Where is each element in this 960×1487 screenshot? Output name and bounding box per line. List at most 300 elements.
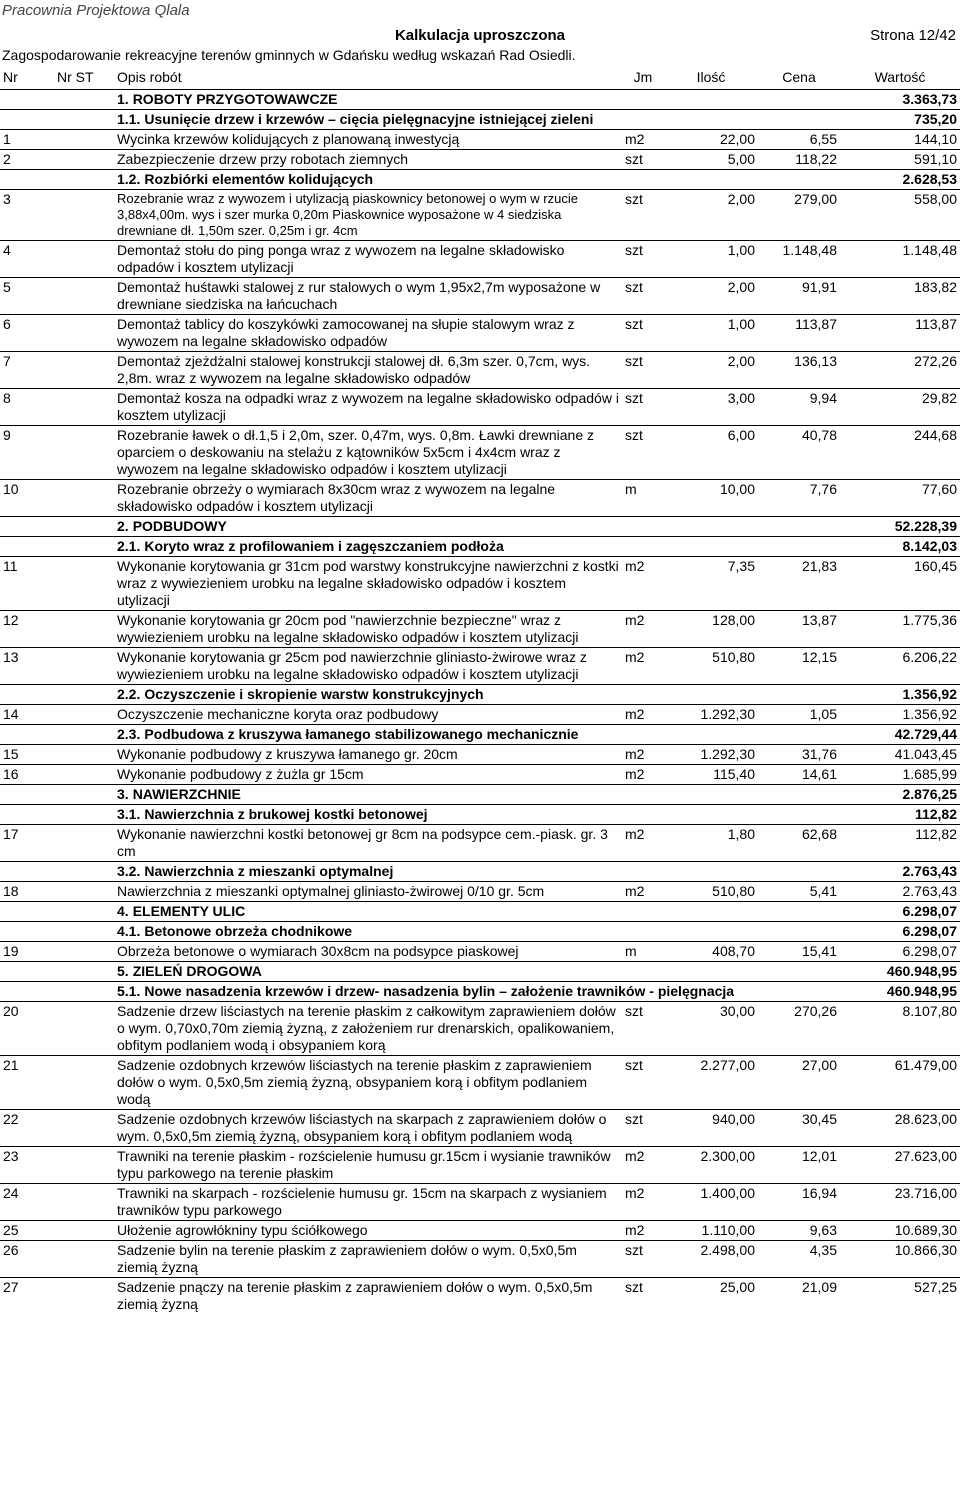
section-total: 460.948,95: [840, 982, 960, 1002]
item-nr-st: [54, 278, 114, 315]
item-price: 27,00: [758, 1056, 840, 1110]
item-value: 1.775,36: [840, 611, 960, 648]
item-nr-st: [54, 1278, 114, 1315]
item-quantity: 2.277,00: [664, 1056, 758, 1110]
table-row: [0, 278, 960, 315]
item-price: 270,26: [758, 1002, 840, 1056]
section-total: 6.298,07: [840, 922, 960, 942]
item-nr-st: [54, 190, 114, 241]
item-value: 10.689,30: [840, 1221, 960, 1241]
section-total: 735,20: [840, 110, 960, 130]
section-nr: [0, 517, 54, 537]
section-title: Nowe nasadzenia krzewów i drzew- nasadzenia bylin – założenie trawników - pielęgnacja: [144, 983, 735, 999]
item-description: Sadzenie ozdobnych krzewów liściastych na terenie płaskim z zaprawieniem dołów o wym. 0,5x0,5m ziemią żyzną, obsypaniem korą i obfitym podlaniem wodą: [114, 1056, 622, 1110]
table-row: [0, 1002, 960, 1056]
item-nr: 26: [0, 1241, 54, 1278]
section-code: 3.1.: [117, 806, 141, 822]
table-row: [0, 480, 960, 517]
section-nr-st: [54, 517, 114, 537]
section-title: Podbudowa z kruszywa łamanego stabilizowanego mechanicznie: [144, 726, 579, 742]
item-nr-st: [54, 480, 114, 517]
section-title: Nawierzchnia z brukowej kostki betonowej: [144, 806, 428, 822]
item-description: Wykonanie nawierzchni kostki betonowej gr 8cm na podsypce cem.-piask. gr. 3 cm: [114, 825, 622, 862]
table-row: [0, 705, 960, 725]
section-title: Oczyszczenie i skropienie warstw konstrukcyjnych: [144, 686, 484, 702]
section-nr: [0, 725, 54, 745]
item-price: 14,61: [758, 765, 840, 785]
item-nr: 17: [0, 825, 54, 862]
item-nr-st: [54, 1056, 114, 1110]
item-price: 15,41: [758, 942, 840, 962]
item-price: 118,22: [758, 150, 840, 170]
item-price: 16,94: [758, 1184, 840, 1221]
item-description: Sadzenie pnączy na terenie płaskim z zaprawieniem dołów o wym. 0,5x0,5m ziemią żyzną: [114, 1278, 622, 1315]
section-total: 460.948,95: [840, 962, 960, 982]
item-quantity: 2.498,00: [664, 1241, 758, 1278]
item-description: Demontaż huśtawki stalowej z rur stalowych o wym 1,95x2,7m wyposażone w drewniane siedziska na łańcuchach: [114, 278, 622, 315]
section-row: [0, 685, 960, 705]
section-label: [114, 170, 840, 190]
item-value: 244,68: [840, 426, 960, 480]
section-row: [0, 902, 960, 922]
item-nr: 9: [0, 426, 54, 480]
item-price: 30,45: [758, 1110, 840, 1147]
item-unit: szt: [622, 426, 664, 480]
item-description: Demontaż kosza na odpadki wraz z wywozem na legalne składowisko odpadów i kosztem utylizacji: [114, 389, 622, 426]
section-title: Nawierzchnia z mieszanki optymalnej: [144, 863, 394, 879]
item-description: Wykonanie korytowania gr 20cm pod "nawierzchnie bezpieczne" wraz z wywiezieniem urobku na legalne składowisko odpadów i kosztem utylizacji: [114, 611, 622, 648]
item-nr: 21: [0, 1056, 54, 1110]
section-total: 8.142,03: [840, 537, 960, 557]
item-nr: 23: [0, 1147, 54, 1184]
item-price: 91,91: [758, 278, 840, 315]
table-row: [0, 352, 960, 389]
item-unit: m2: [622, 765, 664, 785]
table-row: [0, 426, 960, 480]
item-description: Zabezpieczenie drzew przy robotach ziemnych: [114, 150, 622, 170]
item-unit: szt: [622, 1241, 664, 1278]
col-quantity: Ilość: [664, 66, 758, 90]
calculation-table: [0, 66, 960, 1314]
item-description: Demontaż stołu do ping ponga wraz z wywozem na legalne składowisko odpadów i kosztem utylizacji: [114, 241, 622, 278]
item-unit: szt: [622, 241, 664, 278]
section-row: [0, 170, 960, 190]
item-description: Wykonanie podbudowy z żużla gr 15cm: [114, 765, 622, 785]
document-title: Kalkulacja uproszczona: [394, 27, 566, 44]
item-value: 591,10: [840, 150, 960, 170]
section-label: [114, 517, 840, 537]
item-nr: 5: [0, 278, 54, 315]
item-price: 4,35: [758, 1241, 840, 1278]
section-nr: [0, 805, 54, 825]
item-description: Rozebranie ławek o dł.1,5 i 2,0m, szer. 0,47m, wys. 0,8m. Ławki drewniane z oparciem o deskowaniu na stelażu z kątowników 5x5cm i 4x4cm wraz z wywozem na legalne składowisko odpadów i kosztem utylizacji: [114, 426, 622, 480]
item-value: 2.763,43: [840, 882, 960, 902]
item-quantity: 7,35: [664, 557, 758, 611]
item-description: Trawniki na skarpach - rozścielenie humusu gr. 15cm na skarpach z wysianiem trawników typu parkowego: [114, 1184, 622, 1221]
item-price: 113,87: [758, 315, 840, 352]
item-nr-st: [54, 745, 114, 765]
section-total: 2.876,25: [840, 785, 960, 805]
item-quantity: 510,80: [664, 882, 758, 902]
item-value: 1.685,99: [840, 765, 960, 785]
section-code: 2.1.: [117, 538, 141, 554]
section-total: 3.363,73: [840, 90, 960, 110]
item-nr: 1: [0, 130, 54, 150]
section-row: [0, 110, 960, 130]
item-price: 31,76: [758, 745, 840, 765]
item-unit: szt: [622, 1110, 664, 1147]
section-nr-st: [54, 962, 114, 982]
item-quantity: 2,00: [664, 352, 758, 389]
item-nr: 2: [0, 150, 54, 170]
section-row: [0, 862, 960, 882]
item-value: 113,87: [840, 315, 960, 352]
section-row: [0, 725, 960, 745]
item-nr-st: [54, 1184, 114, 1221]
section-nr: [0, 902, 54, 922]
table-row: [0, 765, 960, 785]
col-description: Opis robót: [114, 66, 622, 90]
page-number: Strona 12/42: [870, 27, 956, 44]
item-nr-st: [54, 130, 114, 150]
section-label: [114, 725, 840, 745]
item-quantity: 25,00: [664, 1278, 758, 1315]
item-nr-st: [54, 648, 114, 685]
item-nr: 7: [0, 352, 54, 389]
item-nr-st: [54, 705, 114, 725]
item-nr: 18: [0, 882, 54, 902]
document-subtitle: Zagospodarowanie rekreacyjne terenów gminnych w Gdańsku według wskazań Rad Osiedli.: [2, 47, 576, 63]
section-code: 5.: [117, 963, 129, 979]
section-code: 2.3.: [117, 726, 141, 742]
col-price: Cena: [758, 66, 840, 90]
item-description: Rozebranie wraz z wywozem i utylizacją piaskownicy betonowej o wym w rzucie 3,88x4,00m. wys i szer murka 0,20m Piaskownice wyposażone w 4 siedziska drewniane dł. 1,50m szer. 0,25m i gr. 4cm: [114, 190, 622, 241]
item-nr-st: [54, 1002, 114, 1056]
item-quantity: 1.400,00: [664, 1184, 758, 1221]
item-description: Nawierzchnia z mieszanki optymalnej gliniasto-żwirowej 0/10 gr. 5cm: [114, 882, 622, 902]
item-value: 1.356,92: [840, 705, 960, 725]
item-description: Oczyszczenie mechaniczne koryta oraz podbudowy: [114, 705, 622, 725]
item-unit: m2: [622, 130, 664, 150]
section-total: 2.763,43: [840, 862, 960, 882]
table-row: [0, 190, 960, 241]
item-value: 183,82: [840, 278, 960, 315]
section-nr-st: [54, 537, 114, 557]
item-quantity: 1,00: [664, 241, 758, 278]
section-total: 2.628,53: [840, 170, 960, 190]
item-nr-st: [54, 389, 114, 426]
item-unit: szt: [622, 352, 664, 389]
item-unit: szt: [622, 389, 664, 426]
item-nr-st: [54, 241, 114, 278]
item-nr-st: [54, 1147, 114, 1184]
section-code: 3.: [117, 786, 129, 802]
item-nr: 11: [0, 557, 54, 611]
item-value: 77,60: [840, 480, 960, 517]
item-quantity: 30,00: [664, 1002, 758, 1056]
col-unit: Jm: [622, 66, 664, 90]
item-unit: szt: [622, 1056, 664, 1110]
item-quantity: 2,00: [664, 278, 758, 315]
item-description: Obrzeża betonowe o wymiarach 30x8cm na podsypce piaskowej: [114, 942, 622, 962]
item-nr-st: [54, 150, 114, 170]
section-total: 6.298,07: [840, 902, 960, 922]
section-code: 1.1.: [117, 111, 141, 127]
section-label: [114, 922, 840, 942]
table-header: [0, 66, 960, 90]
item-value: 41.043,45: [840, 745, 960, 765]
section-row: [0, 962, 960, 982]
section-code: 4.1.: [117, 923, 141, 939]
section-nr-st: [54, 862, 114, 882]
item-nr-st: [54, 1110, 114, 1147]
section-nr-st: [54, 922, 114, 942]
section-nr: [0, 982, 54, 1002]
item-unit: szt: [622, 278, 664, 315]
section-title: NAWIERZCHNIE: [132, 786, 241, 802]
item-nr: 16: [0, 765, 54, 785]
item-nr-st: [54, 557, 114, 611]
section-code: 2.2.: [117, 686, 141, 702]
item-nr: 12: [0, 611, 54, 648]
section-nr-st: [54, 725, 114, 745]
item-description: Wykonanie korytowania gr 25cm pod nawierzchnie gliniasto-żwirowe wraz z wywiezieniem urobku na legalne składowisko odpadów i kosztem utylizacji: [114, 648, 622, 685]
section-nr: [0, 537, 54, 557]
item-nr-st: [54, 765, 114, 785]
item-description: Wykonanie korytowania gr 31cm pod warstwy konstrukcyjne nawierzchni z kostki wraz z wywiezieniem urobku na legalne składowisko odpadów i kosztem utylizacji: [114, 557, 622, 611]
section-row: [0, 785, 960, 805]
item-value: 160,45: [840, 557, 960, 611]
item-price: 7,76: [758, 480, 840, 517]
section-code: 1.2.: [117, 171, 141, 187]
item-value: 1.148,48: [840, 241, 960, 278]
item-nr-st: [54, 1221, 114, 1241]
section-code: 4.: [117, 903, 129, 919]
section-total: 1.356,92: [840, 685, 960, 705]
section-label: [114, 685, 840, 705]
item-quantity: 408,70: [664, 942, 758, 962]
table-row: [0, 942, 960, 962]
item-price: 279,00: [758, 190, 840, 241]
item-description: Ułożenie agrowłókniny typu ściółkowego: [114, 1221, 622, 1241]
item-price: 9,63: [758, 1221, 840, 1241]
section-nr: [0, 785, 54, 805]
item-price: 12,15: [758, 648, 840, 685]
section-row: [0, 805, 960, 825]
section-row: [0, 982, 960, 1002]
section-nr: [0, 862, 54, 882]
section-title: Betonowe obrzeża chodnikowe: [144, 923, 353, 939]
section-nr-st: [54, 170, 114, 190]
item-description: Rozebranie obrzeży o wymiarach 8x30cm wraz z wywozem na legalne składowisko odpadów i kosztem utylizacji: [114, 480, 622, 517]
item-nr-st: [54, 611, 114, 648]
item-value: 29,82: [840, 389, 960, 426]
item-nr-st: [54, 882, 114, 902]
item-nr: 15: [0, 745, 54, 765]
section-label: [114, 902, 840, 922]
item-unit: m2: [622, 745, 664, 765]
item-nr-st: [54, 315, 114, 352]
section-total: 112,82: [840, 805, 960, 825]
item-nr-st: [54, 825, 114, 862]
section-title: ROBOTY PRZYGOTOWAWCZE: [132, 91, 338, 107]
item-unit: m: [622, 942, 664, 962]
section-code: 1.: [117, 91, 129, 107]
item-nr: 20: [0, 1002, 54, 1056]
section-nr-st: [54, 982, 114, 1002]
section-label: [114, 862, 840, 882]
table-row: [0, 825, 960, 862]
section-nr-st: [54, 90, 114, 110]
table-row: [0, 1056, 960, 1110]
item-value: 61.479,00: [840, 1056, 960, 1110]
item-quantity: 22,00: [664, 130, 758, 150]
item-quantity: 510,80: [664, 648, 758, 685]
item-quantity: 1,80: [664, 825, 758, 862]
item-unit: m2: [622, 1221, 664, 1241]
section-label: [114, 805, 840, 825]
section-title: Usunięcie drzew i krzewów – cięcia pielęgnacyjne istniejącej zieleni: [144, 111, 594, 127]
section-title: PODBUDOWY: [132, 518, 227, 534]
section-label: [114, 110, 840, 130]
item-nr-st: [54, 352, 114, 389]
table-row: [0, 315, 960, 352]
item-description: Wykonanie podbudowy z kruszywa łamanego gr. 20cm: [114, 745, 622, 765]
item-unit: m2: [622, 648, 664, 685]
col-nr: Nr: [0, 66, 54, 90]
item-quantity: 1.292,30: [664, 705, 758, 725]
item-price: 40,78: [758, 426, 840, 480]
item-unit: szt: [622, 190, 664, 241]
item-unit: m2: [622, 825, 664, 862]
section-label: [114, 90, 840, 110]
item-value: 144,10: [840, 130, 960, 150]
section-code: 2.: [117, 518, 129, 534]
table-row: [0, 882, 960, 902]
item-price: 5,41: [758, 882, 840, 902]
item-value: 112,82: [840, 825, 960, 862]
item-nr: 3: [0, 190, 54, 241]
item-description: Sadzenie drzew liściastych na terenie płaskim z całkowitym zaprawieniem dołów o wym. 0,70x0,70m ziemią żyzną, z założeniem rur drenarskich, opalikowaniem, obfitym podlaniem wodą i obsypaniem korą: [114, 1002, 622, 1056]
item-unit: m2: [622, 557, 664, 611]
item-unit: szt: [622, 315, 664, 352]
table-body: [0, 90, 960, 1315]
item-quantity: 3,00: [664, 389, 758, 426]
col-nr-st: Nr ST: [54, 66, 114, 90]
item-quantity: 1.292,30: [664, 745, 758, 765]
section-nr-st: [54, 685, 114, 705]
item-unit: m2: [622, 1147, 664, 1184]
table-row: [0, 557, 960, 611]
section-title: Rozbiórki elementów kolidujących: [144, 171, 374, 187]
col-value: Wartość: [840, 66, 960, 90]
item-unit: szt: [622, 1002, 664, 1056]
item-nr: 8: [0, 389, 54, 426]
item-value: 527,25: [840, 1278, 960, 1315]
item-value: 558,00: [840, 190, 960, 241]
section-nr: [0, 90, 54, 110]
table-row: [0, 1147, 960, 1184]
item-price: 12,01: [758, 1147, 840, 1184]
item-description: Demontaż tablicy do koszykówki zamocowanej na słupie stalowym wraz z wywozem na legalne składowisko odpadów: [114, 315, 622, 352]
item-value: 28.623,00: [840, 1110, 960, 1147]
item-description: Sadzenie ozdobnych krzewów liściastych na skarpach z zaprawieniem dołów o wym. 0,5x0,5m ziemią żyzną, obsypaniem korą i obfitym podlaniem wodą: [114, 1110, 622, 1147]
item-unit: m2: [622, 705, 664, 725]
section-total: 52.228,39: [840, 517, 960, 537]
table-row: [0, 745, 960, 765]
section-row: [0, 922, 960, 942]
item-nr: 10: [0, 480, 54, 517]
section-label: [114, 537, 840, 557]
item-price: 13,87: [758, 611, 840, 648]
company-name: Pracownia Projektowa Qlala: [2, 2, 190, 19]
item-quantity: 6,00: [664, 426, 758, 480]
section-nr-st: [54, 110, 114, 130]
item-nr: 14: [0, 705, 54, 725]
table-row: [0, 648, 960, 685]
item-nr: 19: [0, 942, 54, 962]
section-row: [0, 517, 960, 537]
section-title: ZIELEŃ DROGOWA: [132, 963, 262, 979]
item-value: 272,26: [840, 352, 960, 389]
table-row: [0, 1110, 960, 1147]
item-nr: 24: [0, 1184, 54, 1221]
item-nr-st: [54, 942, 114, 962]
item-price: 6,55: [758, 130, 840, 150]
section-nr-st: [54, 902, 114, 922]
section-label: [114, 982, 840, 1002]
table-row: [0, 150, 960, 170]
item-unit: szt: [622, 150, 664, 170]
item-description: Wycinka krzewów kolidujących z planowaną inwestycją: [114, 130, 622, 150]
table-row: [0, 389, 960, 426]
section-title: Koryto wraz z profilowaniem i zagęszczaniem podłoża: [144, 538, 504, 554]
section-nr-st: [54, 805, 114, 825]
item-price: 62,68: [758, 825, 840, 862]
table-row: [0, 1221, 960, 1241]
item-nr: 4: [0, 241, 54, 278]
item-quantity: 1,00: [664, 315, 758, 352]
item-description: Trawniki na terenie płaskim - rozścielenie humusu gr.15cm i wysianie trawników typu parkowego na terenie płaskim: [114, 1147, 622, 1184]
table-row: [0, 1184, 960, 1221]
section-code: 5.1.: [117, 983, 141, 999]
item-price: 21,09: [758, 1278, 840, 1315]
item-quantity: 128,00: [664, 611, 758, 648]
section-total: 42.729,44: [840, 725, 960, 745]
item-unit: m: [622, 480, 664, 517]
item-unit: m2: [622, 882, 664, 902]
section-nr: [0, 170, 54, 190]
item-nr-st: [54, 426, 114, 480]
table-row: [0, 241, 960, 278]
item-quantity: 2,00: [664, 190, 758, 241]
item-quantity: 10,00: [664, 480, 758, 517]
section-label: [114, 785, 840, 805]
item-nr: 6: [0, 315, 54, 352]
item-unit: m2: [622, 611, 664, 648]
section-title: ELEMENTY ULIC: [132, 903, 246, 919]
item-value: 27.623,00: [840, 1147, 960, 1184]
item-quantity: 940,00: [664, 1110, 758, 1147]
item-price: 1,05: [758, 705, 840, 725]
item-nr-st: [54, 1241, 114, 1278]
section-nr: [0, 962, 54, 982]
item-price: 1.148,48: [758, 241, 840, 278]
item-unit: szt: [622, 1278, 664, 1315]
item-quantity: 5,00: [664, 150, 758, 170]
table-row: [0, 130, 960, 150]
item-value: 23.716,00: [840, 1184, 960, 1221]
